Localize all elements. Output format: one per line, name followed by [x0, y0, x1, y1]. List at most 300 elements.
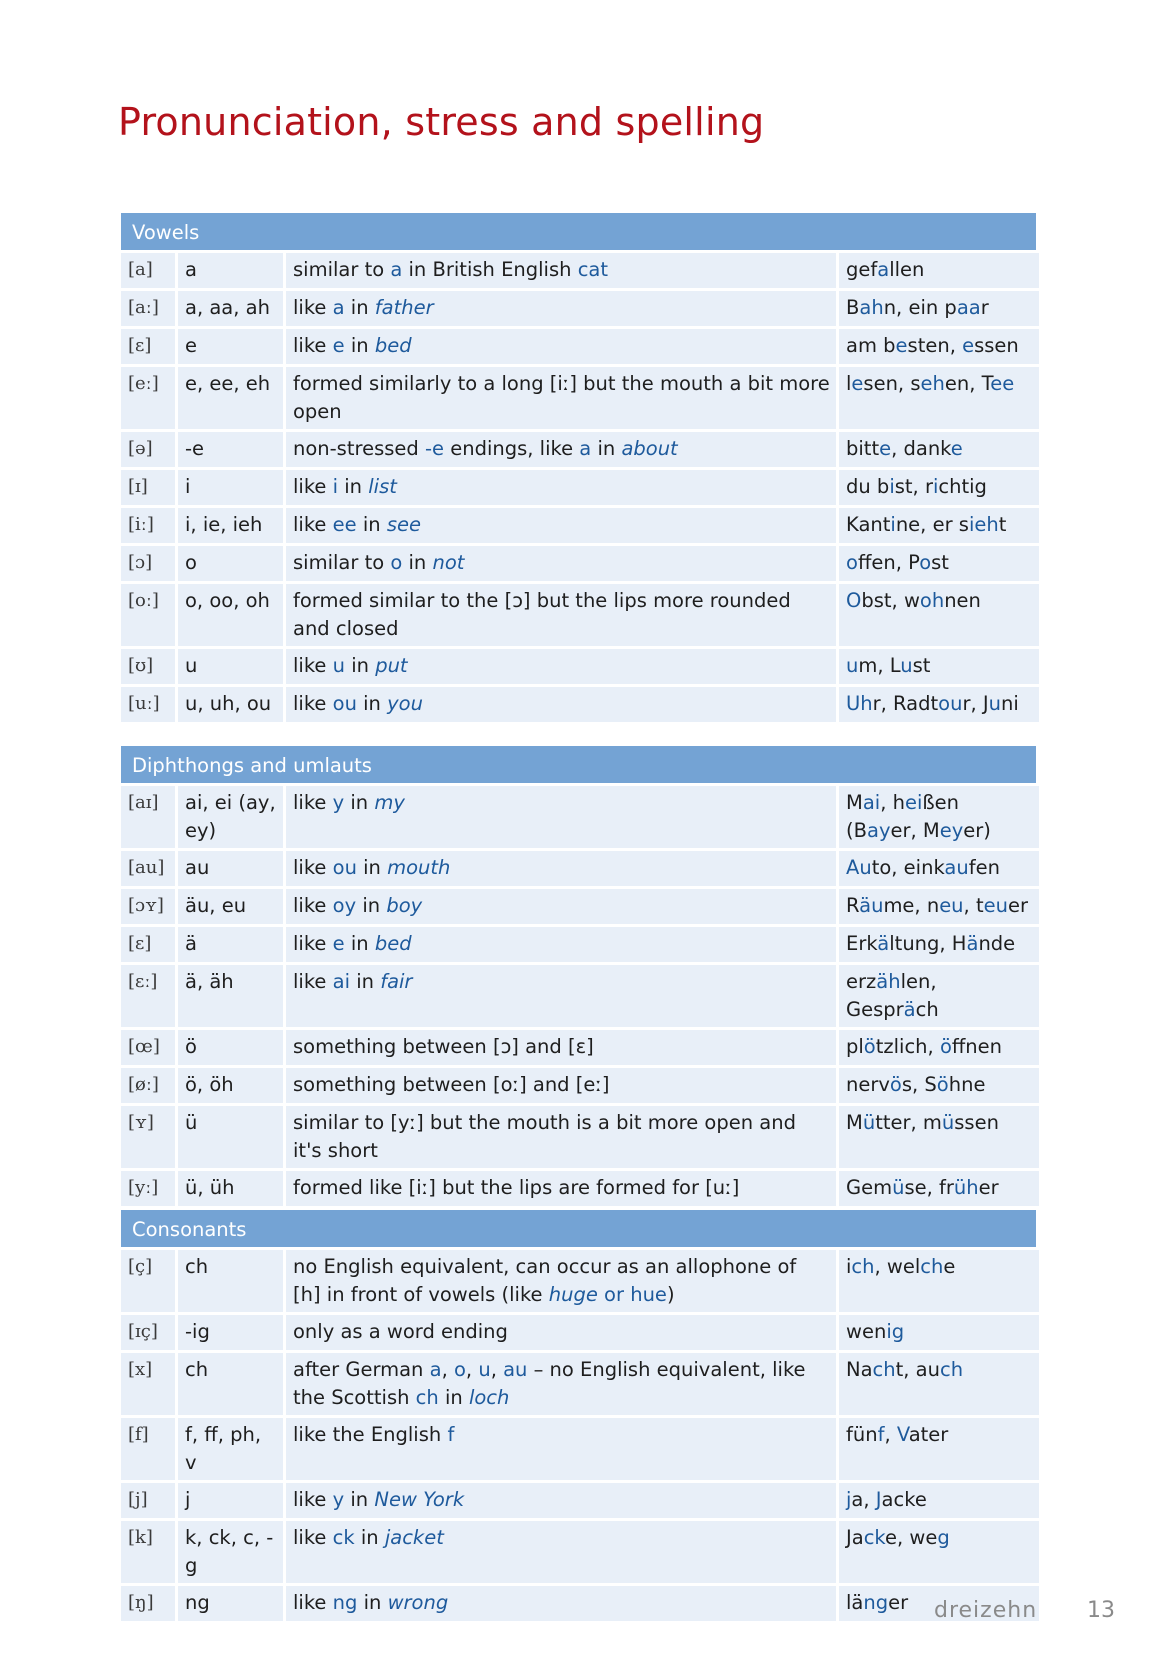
example-part: t: [998, 513, 1007, 536]
example-part: Uh: [846, 692, 873, 715]
table-row: [121, 851, 1039, 886]
example-part: Na: [846, 1358, 873, 1381]
examples: [839, 470, 1039, 505]
spelling: äu, eu: [178, 889, 283, 924]
example-part: R: [846, 894, 860, 917]
spelling: ö: [178, 1030, 283, 1065]
ipa-symbol: [ɔʏ]: [121, 889, 175, 924]
example-part: o: [846, 551, 858, 574]
example-part: du b: [846, 475, 890, 498]
ipa-symbol: [ə]: [121, 432, 175, 467]
desc-part: similar to [yː] but the mouth is a bit more open and it's short: [293, 1111, 796, 1162]
section-heading: Diphthongs and umlauts: [121, 746, 1036, 783]
ipa-symbol: [a]: [121, 253, 175, 288]
desc-part: ,: [490, 1358, 504, 1381]
example-part: e: [962, 334, 975, 357]
spelling: o: [178, 546, 283, 581]
desc-part: similar to: [293, 551, 391, 574]
examples: [839, 329, 1039, 364]
examples: [839, 291, 1039, 326]
spelling: ai, ei (ay, ey): [178, 786, 283, 848]
example-part: eu: [939, 894, 964, 917]
spelling: i, ie, ieh: [178, 508, 283, 543]
description: [286, 927, 836, 962]
table-row: [121, 329, 1039, 364]
example-part: ä: [903, 998, 916, 1021]
desc-part: formed similarly to a long [iː] but the mouth a bit more open: [293, 372, 830, 423]
desc-part: a: [332, 296, 345, 319]
consonants-rows: [118, 1247, 1042, 1624]
desc-part: in: [344, 296, 375, 319]
desc-part: you: [387, 692, 423, 715]
example-part: wen: [846, 1320, 887, 1343]
example-part: a: [877, 258, 890, 281]
description: [286, 1521, 836, 1583]
example-part: r, J: [962, 692, 989, 715]
page-number: 13: [1087, 1598, 1115, 1623]
example-part: en, T: [944, 372, 991, 395]
example-part: er: [888, 1591, 909, 1614]
example-part: u: [988, 692, 1001, 715]
desc-part: like: [293, 334, 333, 357]
spelling: i: [178, 470, 283, 505]
example-part: nen: [944, 589, 981, 612]
desc-part: see: [386, 513, 421, 536]
example-part: ltung, H: [889, 932, 967, 955]
desc-part: ck: [332, 1526, 355, 1549]
spelling: ö, öh: [178, 1068, 283, 1103]
example-part: eu: [983, 894, 1008, 917]
example-part: fün: [846, 1423, 878, 1446]
example-part: hne: [948, 1073, 986, 1096]
example-part: ch: [872, 1358, 896, 1381]
desc-part: a: [579, 437, 592, 460]
example-part: u: [900, 654, 913, 677]
example-part: ah: [859, 296, 884, 319]
section-heading: Vowels: [121, 213, 1036, 250]
example-part: ü: [862, 1111, 876, 1134]
desc-part: loch: [468, 1386, 510, 1409]
desc-part: after German: [293, 1358, 430, 1381]
example-part: nde: [978, 932, 1016, 955]
desc-part: like: [293, 932, 333, 955]
examples: [839, 1030, 1039, 1065]
description: [286, 965, 836, 1027]
example-part: V: [896, 1423, 909, 1446]
desc-part: ,: [441, 1358, 454, 1381]
desc-part: father: [374, 296, 434, 319]
spelling: o, oo, oh: [178, 584, 283, 646]
table-row: [121, 1483, 1039, 1518]
example-part: ch: [851, 1255, 875, 1278]
example-part: g: [937, 1526, 950, 1549]
table-row: [121, 1068, 1039, 1103]
desc-part: about: [621, 437, 678, 460]
desc-part: wrong: [387, 1591, 449, 1614]
example-part: lä: [846, 1591, 864, 1614]
examples: [839, 851, 1039, 886]
example-part: bitt: [846, 437, 880, 460]
desc-part: o: [390, 551, 403, 574]
desc-part: endings, like: [444, 437, 580, 460]
description: [286, 1315, 836, 1350]
description: [286, 649, 836, 684]
ipa-symbol: [iː]: [121, 508, 175, 543]
example-part: Au: [846, 856, 872, 879]
table-row: [121, 584, 1039, 646]
example-part: ee: [990, 372, 1015, 395]
example-part: ieh: [968, 513, 999, 536]
example-part: ö: [889, 1073, 902, 1096]
spelling: u, uh, ou: [178, 687, 283, 722]
examples: [839, 889, 1039, 924]
spelling: ü, üh: [178, 1171, 283, 1206]
desc-part: like: [293, 1591, 333, 1614]
ipa-symbol: [yː]: [121, 1171, 175, 1206]
desc-part: like: [293, 692, 333, 715]
examples: [839, 1171, 1039, 1206]
desc-part: like: [293, 654, 333, 677]
desc-part: like: [293, 1488, 333, 1511]
vowels-rows: [118, 250, 1042, 725]
desc-part: -e: [424, 437, 445, 460]
desc-part: in: [344, 1488, 375, 1511]
examples: [839, 546, 1039, 581]
example-part: Ja: [846, 1526, 864, 1549]
description: [286, 367, 836, 429]
spelling: a: [178, 253, 283, 288]
desc-part: in: [357, 1591, 388, 1614]
example-part: fen: [968, 856, 1000, 879]
example-part: n, ein p: [883, 296, 957, 319]
desc-part: like: [293, 513, 333, 536]
desc-part: y: [332, 1488, 345, 1511]
desc-part: f: [447, 1423, 455, 1446]
examples: [839, 584, 1039, 646]
ipa-symbol: [eː]: [121, 367, 175, 429]
desc-part: a: [390, 258, 403, 281]
vowels-table: [121, 213, 1036, 725]
description: [286, 253, 836, 288]
ipa-symbol: [f]: [121, 1418, 175, 1480]
example-part: st, r: [894, 475, 933, 498]
ipa-symbol: [ŋ]: [121, 1586, 175, 1621]
table-row: [121, 1353, 1039, 1415]
desc-part: New York: [374, 1488, 465, 1511]
ipa-symbol: [ɪç]: [121, 1315, 175, 1350]
desc-part: u: [478, 1358, 491, 1381]
example-part: am b: [846, 334, 896, 357]
description: [286, 508, 836, 543]
example-part: ä: [966, 932, 979, 955]
description: [286, 291, 836, 326]
spelling: f, ff, ph, v: [178, 1418, 283, 1480]
desc-part: in: [356, 692, 388, 715]
example-part: ö: [939, 1035, 952, 1058]
table-row: [121, 1418, 1039, 1480]
example-part: ch: [940, 1358, 964, 1381]
desc-part: list: [368, 475, 397, 498]
examples: [839, 1068, 1039, 1103]
table-row: [121, 432, 1039, 467]
desc-part: or: [597, 1283, 631, 1306]
example-part: me, n: [883, 894, 940, 917]
example-part: Gem: [846, 1176, 893, 1199]
example-part: acke: [881, 1488, 927, 1511]
desc-part: i: [332, 475, 339, 498]
spelling: au: [178, 851, 283, 886]
example-part: a,: [851, 1488, 876, 1511]
desc-part: put: [375, 654, 408, 677]
desc-part: in: [338, 475, 369, 498]
description: [286, 1030, 836, 1065]
desc-part: in: [354, 1526, 385, 1549]
desc-part: in: [345, 654, 376, 677]
desc-part: like: [293, 296, 333, 319]
example-part: st: [931, 551, 949, 574]
desc-part: in: [402, 551, 433, 574]
example-part: Erk: [846, 932, 878, 955]
spelling: j: [178, 1483, 283, 1518]
spelling: u: [178, 649, 283, 684]
page-title: Pronunciation, stress and spelling: [118, 100, 765, 144]
ipa-symbol: [ç]: [121, 1250, 175, 1312]
example-part: r, Radt: [872, 692, 939, 715]
table-row: [121, 1030, 1039, 1065]
table-row: [121, 253, 1039, 288]
description: [286, 584, 836, 646]
spelling: ng: [178, 1586, 283, 1621]
desc-part: au: [503, 1358, 528, 1381]
ipa-symbol: [œ]: [121, 1030, 175, 1065]
desc-part: like: [293, 856, 333, 879]
example-part: l: [846, 372, 852, 395]
table-row: [121, 1315, 1039, 1350]
table-row: [121, 1521, 1039, 1583]
description: [286, 851, 836, 886]
ipa-symbol: [au]: [121, 851, 175, 886]
example-part: j: [846, 1488, 852, 1511]
example-part: ,: [884, 1423, 897, 1446]
desc-part: boy: [386, 894, 423, 917]
example-part: i: [889, 475, 895, 498]
desc-part: like: [293, 791, 333, 814]
example-part: ü: [941, 1111, 955, 1134]
example-part: ßen (B: [846, 791, 960, 842]
ipa-symbol: [uː]: [121, 687, 175, 722]
page-word: dreizehn: [934, 1598, 1038, 1623]
spelling: ü: [178, 1106, 283, 1168]
example-part: e: [879, 437, 892, 460]
example-part: ei: [904, 791, 923, 814]
description: [286, 432, 836, 467]
example-part: pl: [846, 1035, 864, 1058]
example-part: J: [875, 1488, 882, 1511]
example-part: äu: [859, 894, 884, 917]
table-row: [121, 889, 1039, 924]
ipa-symbol: [ɪ]: [121, 470, 175, 505]
example-part: st: [912, 654, 931, 677]
desc-part: only as a word ending: [293, 1320, 508, 1343]
example-part: len, Gespr: [846, 970, 937, 1021]
example-part: ne, er s: [895, 513, 969, 536]
example-part: ä: [877, 932, 890, 955]
example-part: O: [846, 589, 862, 612]
example-part: ffnen: [951, 1035, 1003, 1058]
example-part: m, L: [858, 654, 901, 677]
example-part: e: [895, 334, 908, 357]
desc-part: ai: [332, 970, 351, 993]
table-row: [121, 786, 1039, 848]
example-part: i: [890, 513, 896, 536]
example-part: o: [919, 551, 932, 574]
desc-part: in: [344, 932, 375, 955]
desc-part: like: [293, 970, 333, 993]
table-row: [121, 546, 1039, 581]
example-part: bst, w: [861, 589, 920, 612]
description: [286, 1586, 836, 1621]
example-part: u: [846, 654, 859, 677]
desc-part: o: [453, 1358, 466, 1381]
example-part: M: [846, 1111, 863, 1134]
examples: [839, 649, 1039, 684]
table-row: [121, 927, 1039, 962]
example-part: er: [978, 1176, 999, 1199]
desc-part: non-stressed: [293, 437, 425, 460]
example-part: ou: [938, 692, 963, 715]
examples: [839, 432, 1039, 467]
desc-part: something between [oː] and [eː]: [293, 1073, 610, 1096]
desc-part: hue: [630, 1283, 667, 1306]
desc-part: e: [332, 334, 345, 357]
examples: [839, 1418, 1039, 1480]
example-part: oh: [919, 589, 945, 612]
example-part: ssen: [954, 1111, 999, 1134]
desc-part: like the English: [293, 1423, 448, 1446]
example-part: ay: [867, 819, 891, 842]
example-part: e, we: [885, 1526, 938, 1549]
example-part: ig: [886, 1320, 905, 1343]
example-part: ch: [920, 1255, 944, 1278]
example-part: ck: [863, 1526, 886, 1549]
desc-part: in: [591, 437, 622, 460]
description: [286, 1353, 836, 1415]
example-part: gef: [846, 258, 878, 281]
ipa-symbol: [x]: [121, 1353, 175, 1415]
description: [286, 470, 836, 505]
description: [286, 1483, 836, 1518]
table-row: [121, 508, 1039, 543]
desc-part: in: [438, 1386, 469, 1409]
description: [286, 1171, 836, 1206]
desc-part: in: [356, 894, 387, 917]
description: [286, 546, 836, 581]
description: [286, 1068, 836, 1103]
desc-part: ng: [332, 1591, 358, 1614]
example-part: i: [846, 1255, 852, 1278]
description: [286, 329, 836, 364]
desc-part: y: [332, 791, 345, 814]
desc-part: in: [344, 791, 375, 814]
description: [286, 1106, 836, 1168]
desc-part: like: [293, 475, 333, 498]
table-row: [121, 687, 1039, 722]
example-part: M: [846, 791, 863, 814]
ipa-symbol: [ɔ]: [121, 546, 175, 581]
example-part: se, fr: [904, 1176, 954, 1199]
examples: [839, 367, 1039, 429]
ipa-symbol: [j]: [121, 1483, 175, 1518]
example-part: ö: [936, 1073, 949, 1096]
desc-part: not: [432, 551, 465, 574]
example-part: e: [851, 372, 864, 395]
spelling: ch: [178, 1353, 283, 1415]
desc-part: in: [356, 513, 387, 536]
example-part: llen: [889, 258, 925, 281]
ipa-symbol: [øː]: [121, 1068, 175, 1103]
spelling: ä: [178, 927, 283, 962]
example-part: aa: [956, 296, 981, 319]
examples: [839, 786, 1039, 848]
example-part: e: [943, 1255, 956, 1278]
ipa-symbol: [ʏ]: [121, 1106, 175, 1168]
table-row: [121, 1171, 1039, 1206]
example-part: äh: [876, 970, 901, 993]
desc-part: u: [332, 654, 345, 677]
examples: [839, 1353, 1039, 1415]
spelling: ch: [178, 1250, 283, 1312]
spelling: e: [178, 329, 283, 364]
example-part: s, S: [901, 1073, 937, 1096]
desc-part: oy: [332, 894, 357, 917]
table-row: [121, 291, 1039, 326]
ipa-symbol: [ɛ]: [121, 329, 175, 364]
example-part: e: [950, 437, 963, 460]
desc-part: similar to: [293, 258, 391, 281]
desc-part: formed similar to the [ɔ] but the lips more rounded and closed: [293, 589, 791, 640]
example-part: üh: [953, 1176, 979, 1199]
desc-part: something between [ɔ] and [ɛ]: [293, 1035, 594, 1058]
desc-part: ch: [415, 1386, 439, 1409]
examples: [839, 1315, 1039, 1350]
table-row: [121, 367, 1039, 429]
desc-part: no English equivalent, can occur as an allophone of [h] in front of vowels (like: [293, 1255, 797, 1306]
table-row: [121, 1586, 1039, 1621]
example-part: nerv: [846, 1073, 890, 1096]
diphthongs-rows: [118, 783, 1042, 1209]
example-part: Kant: [846, 513, 891, 536]
desc-part: in: [344, 334, 375, 357]
example-part: i: [932, 475, 939, 498]
spelling: -ig: [178, 1315, 283, 1350]
desc-part: – no English equivalent, like the Scottish: [293, 1358, 806, 1409]
description: [286, 889, 836, 924]
example-part: ng: [863, 1591, 889, 1614]
spelling: a, aa, ah: [178, 291, 283, 326]
table-row: [121, 1250, 1039, 1312]
example-part: ai: [862, 791, 881, 814]
example-part: er): [963, 819, 991, 842]
desc-part: in: [350, 970, 381, 993]
ipa-symbol: [oː]: [121, 584, 175, 646]
example-part: ch: [915, 998, 939, 1021]
description: [286, 786, 836, 848]
desc-part: like: [293, 894, 333, 917]
spelling: -e: [178, 432, 283, 467]
desc-part: e: [332, 932, 345, 955]
example-part: , dank: [891, 437, 951, 460]
example-part: au: [944, 856, 969, 879]
